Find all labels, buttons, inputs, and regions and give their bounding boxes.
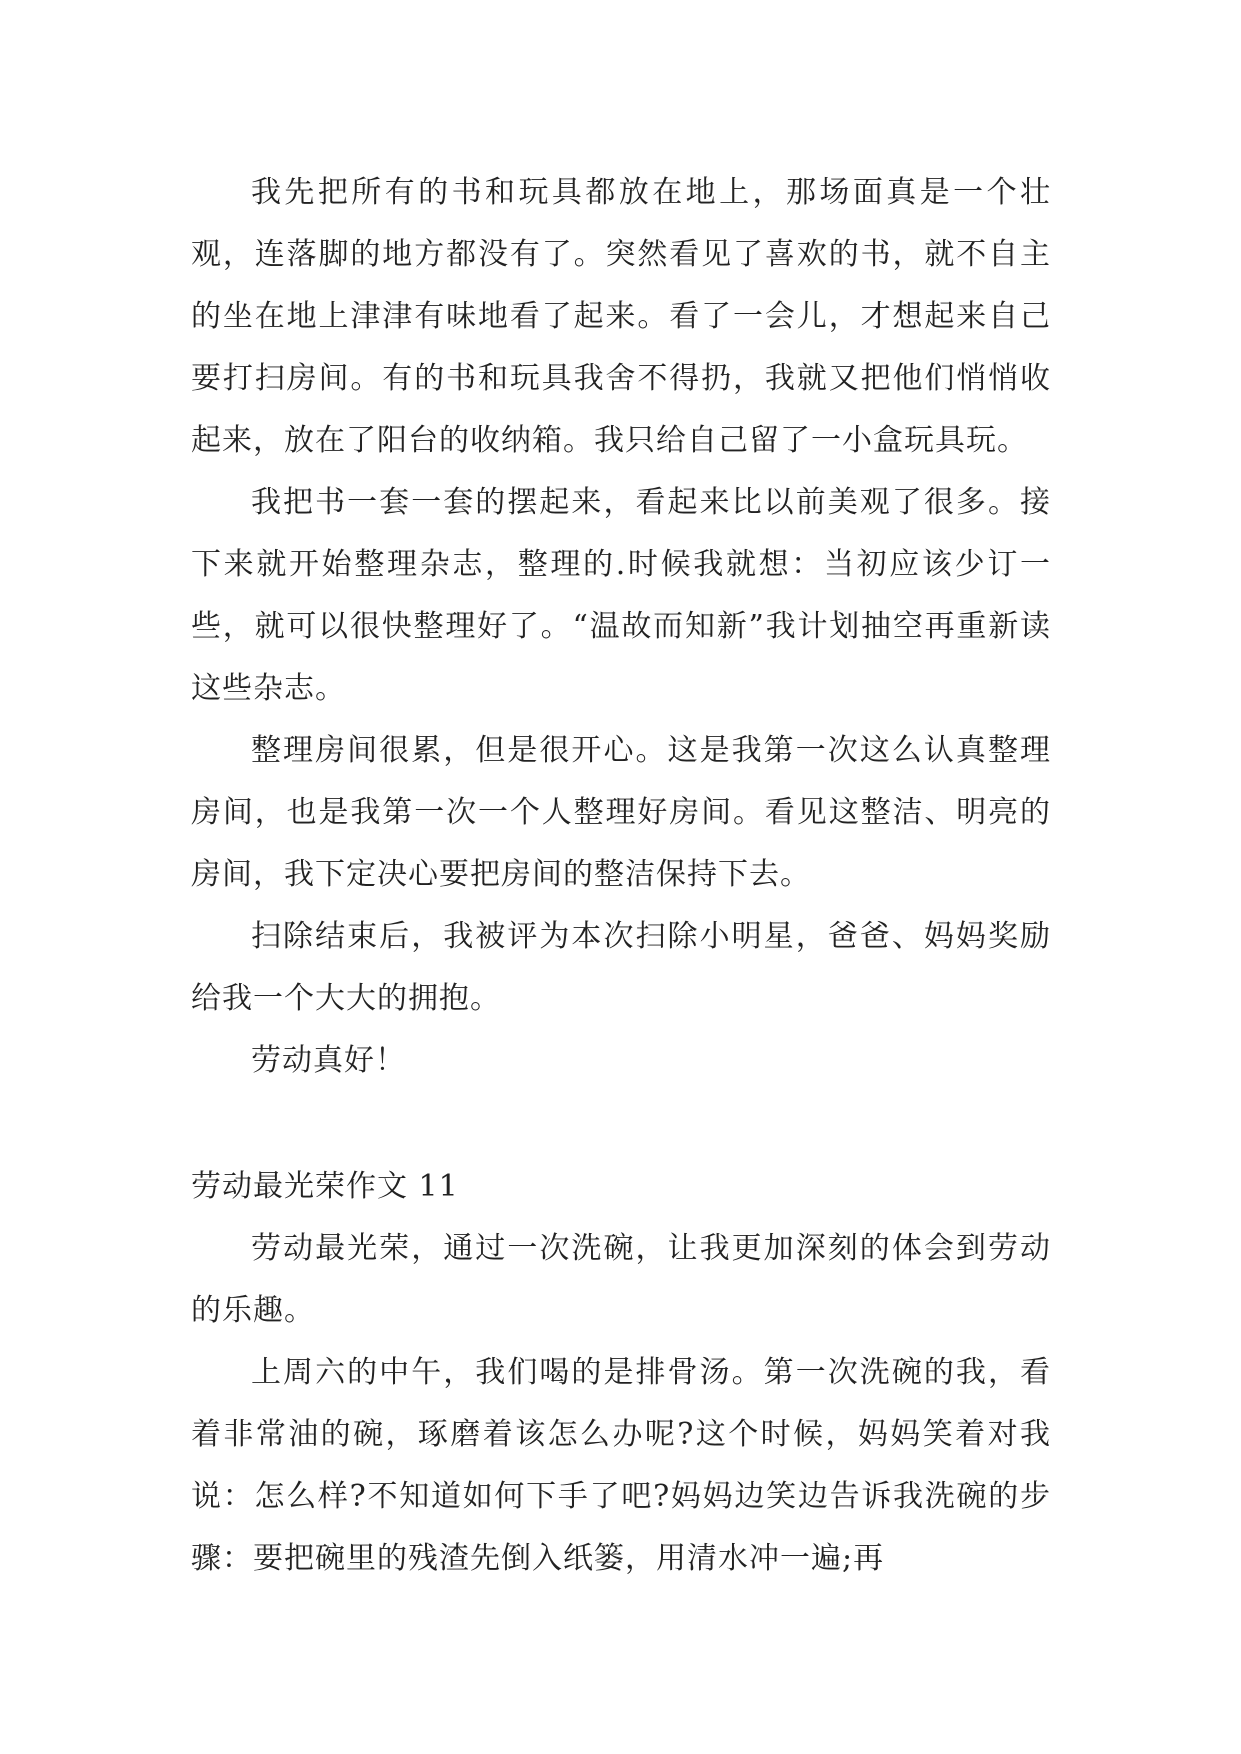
paragraph-cleanup-books: 我先把所有的书和玩具都放在地上，那场面真是一个壮观，连落脚的地方都没有了。突然看见了喜欢的书，就不自主的坐在地上津津有味地看了起来。看了一会儿，才想起来自己要打扫房间。有的书和玩具我舍不得扔，我就又把他们悄悄收起来，放在了阳台的收纳箱。我只给自己留了一小盒玩具玩。 [191,175,1051,458]
paragraph-tired-but-happy: 整理房间很累，但是很开心。这是我第一次这么认真整理房间，也是我第一次一个人整理好房间。看见这整洁、明亮的房间，我下定决心要把房间的整洁保持下去。 [191,733,1051,892]
paragraph-labor-good: 劳动真好！ [251,1043,406,1078]
section-title: 劳动最光荣作文 11 [191,1169,459,1204]
paragraph-labor-glorious: 劳动最光荣，通过一次洗碗，让我更加深刻的体会到劳动的乐趣。 [191,1231,1051,1328]
document-page [191,162,1051,1590]
paragraph-washing-dishes: 上周六的中午，我们喝的是排骨汤。第一次洗碗的我，看着非常油的碗，琢磨着该怎么办呢?这个时候，妈妈笑着对我说：怎么样?不知道如何下手了吧?妈妈边笑边告诉我洗碗的步骤：要把碗里的残渣先倒入纸篓，用清水冲一遍;再 [191,1355,1051,1576]
paragraph-arrange-books: 我把书一套一套的摆起来，看起来比以前美观了很多。接下来就开始整理杂志，整理的.时候我就想：当初应该少订一些，就可以很快整理好了。“温故而知新”我计划抽空再重新读这些杂志。 [191,485,1051,706]
paragraph-cleanup-star: 扫除结束后，我被评为本次扫除小明星，爸爸、妈妈奖励给我一个大大的拥抱。 [191,919,1051,1016]
